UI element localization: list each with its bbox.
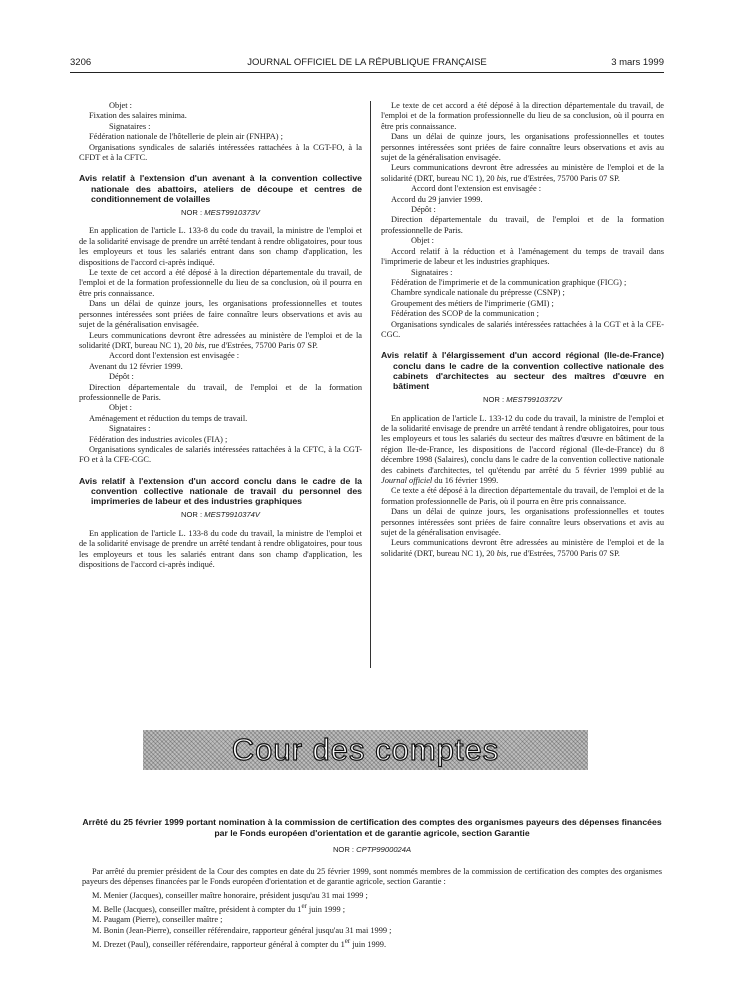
paragraph: Ce texte a été déposé à la direction départementale du travail, de l'emploi et de la formation professionnelle de Paris, où il pourra en être pris connaissance. (381, 486, 664, 506)
depot-text: Direction départementale du travail, de l'emploi et de la formation professionnelle de Paris. (381, 215, 664, 235)
paragraph: Leurs communications devront être adressées au ministère de l'emploi et de la solidarité (DRT, bureau NC 1), 20 bis, rue d'Estrées, 75700 Paris 07 SP. (381, 538, 664, 558)
nor-label: NOR : (483, 395, 505, 405)
nor-reference (79, 208, 362, 218)
member-item: M. Paugam (Pierre), conseiller maître ; (92, 915, 223, 925)
member-list (82, 891, 662, 951)
objet-text: Aménagement et réduction du temps de travail. (89, 413, 248, 423)
decree-heading: Arrêté du 25 février 1999 portant nomination à la commission de certification des comptes des organismes payeurs des dépenses financées par le Fonds européen d'orientation et de garantie agricole, section Garantie (82, 817, 662, 838)
objet-label: Objet : (109, 101, 132, 110)
signataire-item: Groupement des métiers de l'imprimerie (GMI) ; (391, 298, 554, 308)
header-rule (70, 72, 664, 73)
right-column (381, 101, 664, 559)
accord-text: Accord du 29 janvier 1999. (391, 194, 483, 204)
nor-label: NOR : (181, 510, 203, 520)
paragraph: Leurs communications devront être adressées au ministère de l'emploi et de la solidarité (DRT, bureau NC 1), 20 bis, rue d'Estrées, 75700 Paris 07 SP. (381, 163, 664, 183)
paragraph: Dans un délai de quinze jours, les organisations professionnelles et toutes personnes intéressées sont priées de faire connaître leurs observations et avis au sujet de la généralisation envisagée. (381, 507, 664, 538)
depot-label: Dépôt : (109, 372, 134, 382)
issue-date: 3 mars 1999 (611, 57, 664, 68)
nor-reference (82, 845, 662, 854)
signataire-item: Organisations syndicales de salariés intéressées rattachées à la CGT-FO, à la CFDT et à la CFTC. (79, 142, 362, 163)
signataire-item: Fédération de l'imprimerie et de la communication graphique (FICG) ; (391, 277, 627, 287)
column-divider (370, 101, 371, 668)
accord-label: Accord dont l'extension est envisagée : (411, 184, 542, 194)
objet-label: Objet : (411, 236, 434, 246)
signataire-item: Fédération nationale de l'hôtellerie de plein air (FNHPA) ; (89, 132, 283, 142)
nor-code: MEST9910372V (506, 395, 562, 405)
accord-text: Avenant du 12 février 1999. (89, 361, 183, 371)
notice-heading: Avis relatif à l'extension d'un avenant à la convention collective nationale des abattoirs, ateliers de découpe et centres de conditionnement de volailles (79, 173, 362, 204)
page-header (70, 57, 664, 69)
paragraph: Dans un délai de quinze jours, les organisations professionnelles et toutes personnes intéressées sont priées de faire connaître leurs observations et avis au sujet de la généralisation envisagée. (79, 299, 362, 330)
member-item: M. Belle (Jacques), conseiller maître, président à compter du 1er juin 1999 ; (92, 902, 346, 914)
member-item: M. Drezet (Paul), conseiller référendaire, rapporteur général à compter du 1er juin 1999. (92, 937, 387, 949)
decree-intro: Par arrêté du premier président de la Cour des comptes en date du 25 février 1999, sont nommés membres de la commission de certification des comptes des organismes payeurs des dépenses financées par le Fonds européen d'orientation et de garantie agricole, section Garantie : (82, 867, 662, 887)
journal-title: JOURNAL OFFICIEL DE LA RÉPUBLIQUE FRANÇAISE (247, 57, 487, 68)
page-number: 3206 (70, 57, 92, 68)
nor-code: MEST9910373V (204, 208, 260, 218)
nor-code: MEST9910374V (204, 510, 260, 520)
signataire-item: Organisations syndicales de salariés intéressées rattachées à la CGT et à la CFE-CGC. (381, 319, 664, 339)
signataires-label: Signataires : (109, 121, 151, 131)
left-column (79, 101, 362, 570)
section-banner (143, 730, 588, 770)
paragraph: Dans un délai de quinze jours, les organisations professionnelles et toutes personnes intéressées sont priées de faire connaître leurs observations et avis au sujet de la généralisation envisagée. (381, 132, 664, 163)
paragraph: En application de l'article L. 133-8 du code du travail, la ministre de l'emploi et de la solidarité envisage de prendre un arrêté tendant à rendre obligatoires, pour tous les employeurs et tous les salariés entrant dans son champ d'application, les dispositions de l'accord ci-après indiqué. (79, 528, 362, 570)
signataire-item: Chambre syndicale nationale du prépresse (CSNP) ; (391, 288, 565, 298)
paragraph: En application de l'article L. 133-12 du code du travail, la ministre de l'emploi et de la solidarité envisage de prendre un arrêté tendant à rendre obligatoires, pour tous les employeurs et tous les salariés du secteur des maîtres d'œuvre en bâtiment de la région Ile-de-France, les dispositions de l'accord régional (Ile-de-France) du 8 décembre 1998 (Salaires), conclu dans le cadre de la convention collective nationale des cabinets d'architectes, tel qu'étendu par arrêté du 5 février 1999 publié au Journal officiel du 16 février 1999. (381, 413, 664, 485)
nor-label: NOR : (332, 845, 355, 854)
notice-heading: Avis relatif à l'extension d'un accord conclu dans le cadre de la convention collective nationale de travail du personnel des imprimeries de labeur et des industries graphiques (79, 475, 362, 507)
objet-text: Fixation des salaires minima. (89, 111, 187, 121)
paragraph: En application de l'article L. 133-8 du code du travail, la ministre de l'emploi et de la solidarité envisage de prendre un arrêté tendant à rendre obligatoires, pour tous les employeurs et tous les salariés entrant dans son champ d'application, les dispositions de l'accord ci-après indiqué. (79, 226, 362, 267)
paragraph: Le texte de cet accord a été déposé à la direction départementale du travail, de l'emploi et de la formation professionnelle du lieu de sa conclusion, où il pourra en être pris connaissance. (381, 101, 664, 131)
banner-title: Cour des comptes (231, 732, 500, 767)
signataire-item: Fédération des SCOP de la communication ; (391, 309, 539, 319)
objet-label: Objet : (109, 403, 132, 413)
depot-label: Dépôt : (411, 205, 436, 215)
nor-code: CPTP9900024A (356, 845, 412, 854)
nor-label: NOR : (181, 208, 203, 218)
accord-label: Accord dont l'extension est envisagée : (109, 351, 240, 361)
decree-body (82, 867, 662, 950)
signataires-label: Signataires : (411, 267, 453, 277)
notice-heading: Avis relatif à l'élargissement d'un accord régional (Ile-de-France) conclu dans le cadre de la convention collective nationale des cabinets d'architectes au secteur des maîtres d'œuvre en bâtiment (381, 350, 664, 391)
paragraph: Leurs communications devront être adressées au ministère de l'emploi et de la solidarité (DRT, bureau NC 1), 20 bis, rue d'Estrées, 75700 Paris 07 SP. (79, 330, 362, 350)
objet-text: Accord relatif à la réduction et à l'aménagement du temps de travail dans l'imprimerie de labeur et les industries graphiques. (381, 246, 664, 267)
member-item: M. Menier (Jacques), conseiller maître honoraire, président jusqu'au 31 mai 1999 ; (92, 890, 368, 900)
signataire-item: Organisations syndicales de salariés intéressées rattachées à la CFTC, à la CGT-FO et à la CFE-CGC. (79, 444, 362, 465)
nor-reference (79, 510, 362, 520)
nor-reference (381, 395, 664, 405)
paragraph: Le texte de cet accord a été déposé à la direction départementale du travail, de l'emploi et de la formation professionnelle du lieu de sa conclusion, où il pourra en être pris connaissance. (79, 268, 362, 298)
member-item: M. Bonin (Jean-Pierre), conseiller référendaire, rapporteur général jusqu'au 31 mai 1999 ; (92, 925, 392, 935)
signataires-label: Signataires : (109, 424, 151, 434)
signataire-item: Fédération des industries avicoles (FIA) ; (89, 434, 228, 444)
depot-text: Direction départementale du travail, de l'emploi et de la formation professionnelle de Paris. (79, 382, 362, 402)
